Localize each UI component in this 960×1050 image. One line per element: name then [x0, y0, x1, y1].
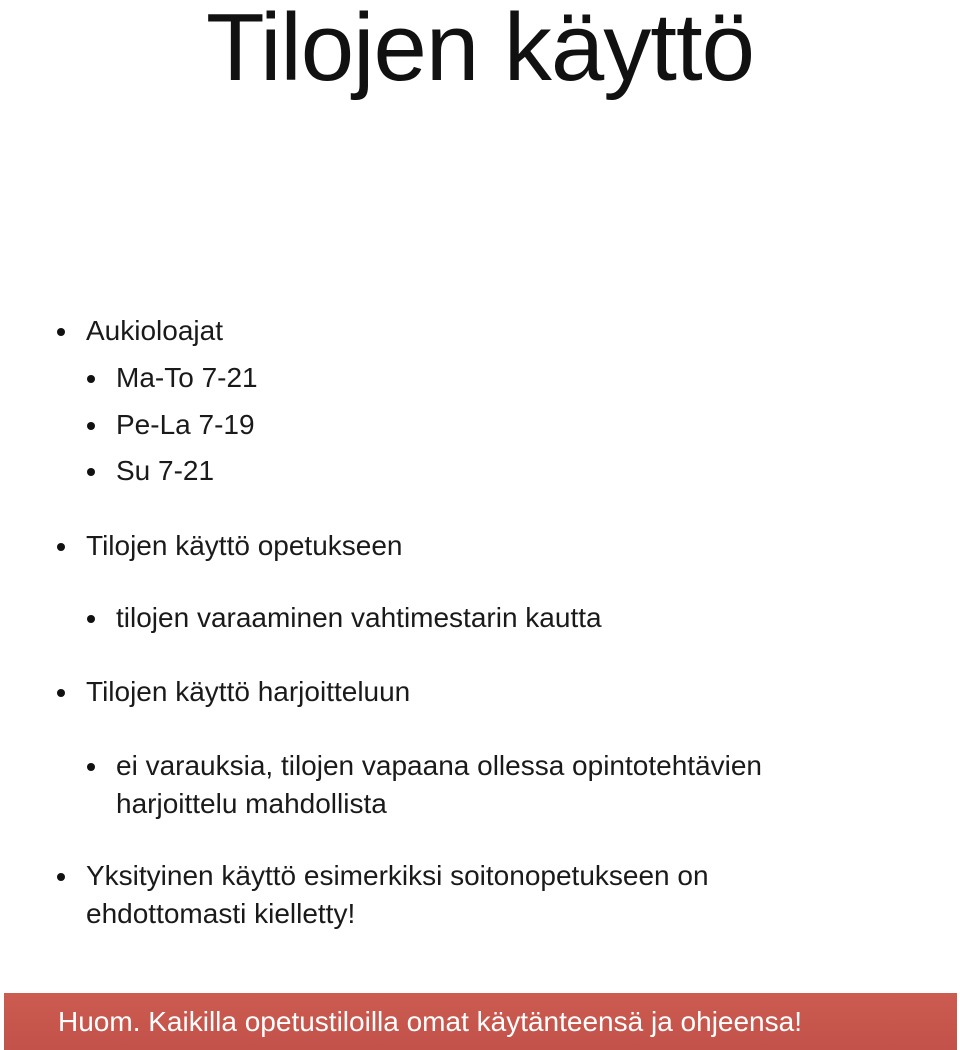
note-text: Huom. Kaikilla opetustiloilla omat käytänteensä ja ohjeensa! — [58, 1006, 802, 1037]
sub-list-item — [116, 406, 916, 444]
list-item-label: Tilojen käyttö opetukseen — [86, 530, 403, 561]
list-item-label: Aukioloajat — [86, 315, 223, 346]
sub-list-item-label: Su 7-21 — [116, 455, 215, 486]
sub-list-item — [116, 359, 916, 397]
bullet-icon — [57, 543, 65, 551]
bullet-icon — [87, 615, 95, 623]
sub-list-item — [116, 599, 916, 637]
bullet-icon — [87, 763, 95, 771]
list-item-yksityinen-kaytto — [86, 857, 806, 933]
sub-list-item — [116, 452, 916, 490]
bullet-icon — [87, 422, 95, 430]
list-item-label: Yksityinen käyttö esimerkiksi soitonopetukseen on ehdottomasti kielletty! — [86, 860, 709, 929]
sub-list-item-label: ei varauksia, tilojen vapaana ollessa opintotehtävien harjoittelu mahdollista — [116, 750, 762, 819]
page-title: Tilojen käyttö — [205, 0, 755, 101]
bullet-icon — [57, 328, 65, 336]
sub-list-item-label: Ma-To 7-21 — [116, 362, 258, 393]
sub-list-item-label: tilojen varaaminen vahtimestarin kautta — [116, 602, 602, 633]
list-item-aukioloajat — [86, 312, 926, 350]
sub-list-item — [116, 747, 856, 823]
sub-list-item-label: Pe-La 7-19 — [116, 409, 255, 440]
bullet-icon — [87, 375, 95, 383]
list-item-label: Tilojen käyttö harjoitteluun — [86, 676, 411, 707]
bullet-icon — [87, 468, 95, 476]
list-item-harjoitteluun — [86, 673, 926, 711]
bullet-icon — [57, 873, 65, 881]
bullet-icon — [57, 689, 65, 697]
list-item-opetukseen — [86, 527, 926, 565]
